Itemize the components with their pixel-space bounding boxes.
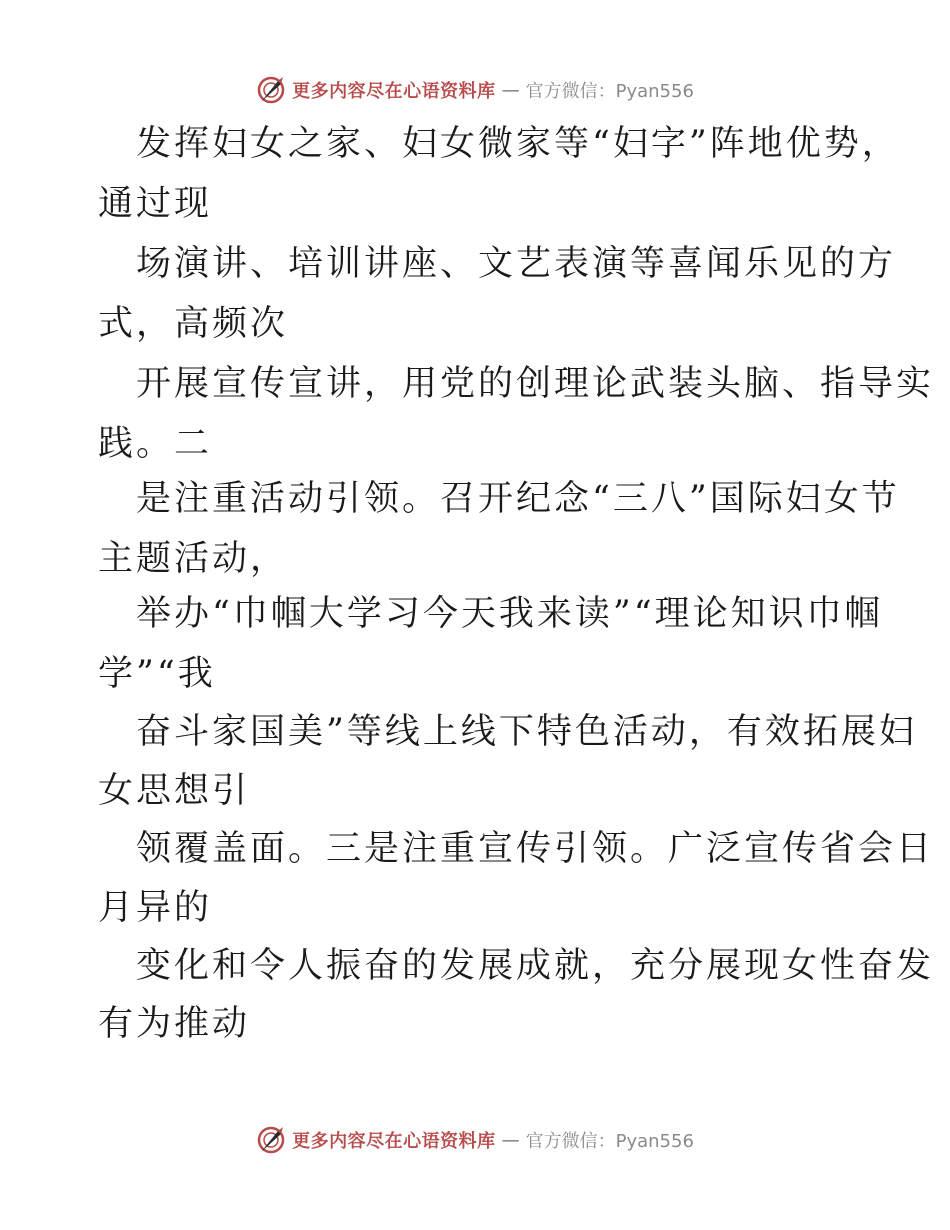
text-line: 有为推动 xyxy=(98,1004,251,1044)
quill-logo-icon xyxy=(256,1125,286,1155)
text-line: 开展宣传宣讲，用党的创理论武装头脑、指导实 xyxy=(136,364,935,404)
text-line: 月异的 xyxy=(98,888,213,928)
quill-logo-icon xyxy=(256,75,286,105)
text-line: 是注重活动引领。召开纪念“三八”国际妇女节 xyxy=(136,479,900,519)
footer-watermark xyxy=(0,1120,950,1160)
text-line: 举办“巾帼大学习今天我来读”“理论知识巾帼 xyxy=(136,594,883,634)
header-watermark xyxy=(0,70,950,110)
text-line: 发挥妇女之家、妇女微家等“妇字”阵地优势， xyxy=(136,124,900,164)
text-line: 学”“我 xyxy=(98,654,216,694)
watermark-text: 更多内容尽在心语资料库 xyxy=(292,81,496,102)
watermark-separator: — xyxy=(501,79,520,101)
text-line: 变化和令人振奋的发展成就，充分展现女性奋发 xyxy=(136,946,935,986)
text-line: 主题活动， xyxy=(98,539,289,579)
text-line: 女思想引 xyxy=(98,771,251,811)
watermark-separator: — xyxy=(501,1129,520,1151)
text-line: 领覆盖面。三是注重宣传引领。广泛宣传省会日 xyxy=(136,829,935,869)
text-line: 式，高频次 xyxy=(98,304,289,344)
watermark-contact: 官方微信：Pyan556 xyxy=(525,1131,694,1152)
watermark-text: 更多内容尽在心语资料库 xyxy=(292,1131,496,1152)
text-line: 奋斗家国美”等线上线下特色活动，有效拓展妇 xyxy=(136,712,917,752)
watermark-contact: 官方微信：Pyan556 xyxy=(525,81,694,102)
text-line: 践。二 xyxy=(98,424,213,464)
text-line: 通过现 xyxy=(98,184,213,224)
text-line: 场演讲、培训讲座、文艺表演等喜闻乐见的方 xyxy=(136,244,897,284)
